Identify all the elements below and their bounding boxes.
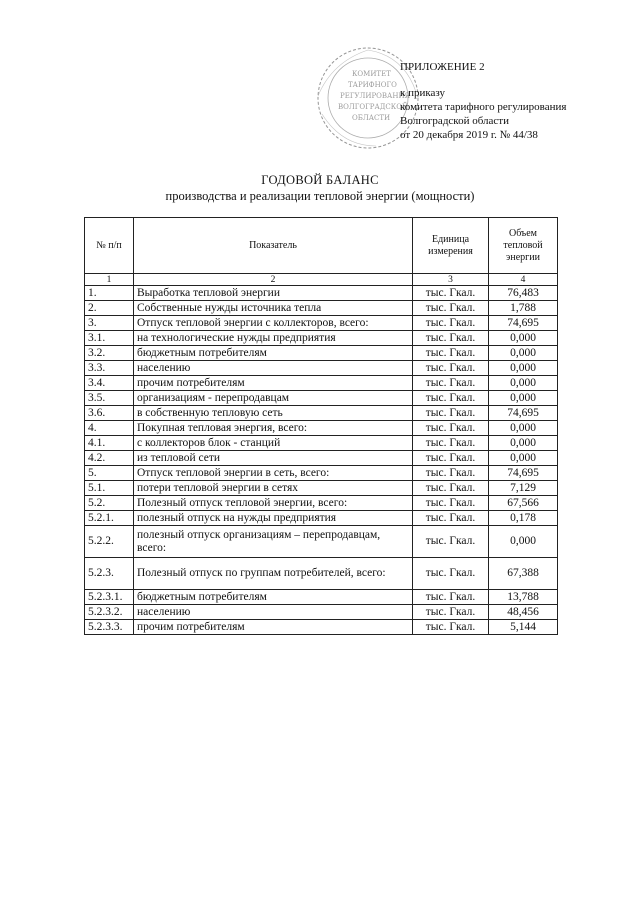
row-unit: тыс. Гкал. [413, 481, 489, 496]
row-value: 0,000 [489, 346, 558, 361]
row-unit: тыс. Гкал. [413, 451, 489, 466]
row-number: 3.3. [85, 361, 134, 376]
row-value: 5,144 [489, 620, 558, 635]
row-number: 5.2.3.2. [85, 605, 134, 620]
table-row [85, 361, 558, 376]
row-unit: тыс. Гкал. [413, 376, 489, 391]
row-unit: тыс. Гкал. [413, 511, 489, 526]
row-number: 4. [85, 421, 134, 436]
row-unit: тыс. Гкал. [413, 421, 489, 436]
row-unit: тыс. Гкал. [413, 496, 489, 511]
table-row [85, 620, 558, 635]
row-value: 0,000 [489, 526, 558, 558]
row-value: 1,788 [489, 301, 558, 316]
row-unit: тыс. Гкал. [413, 466, 489, 481]
table-row [85, 605, 558, 620]
table-row [85, 558, 558, 590]
table-row [85, 376, 558, 391]
row-unit: тыс. Гкал. [413, 436, 489, 451]
row-number: 3.4. [85, 376, 134, 391]
row-number: 2. [85, 301, 134, 316]
date-line: от 20 декабря 2019 г. № 44/38 [400, 129, 538, 141]
row-indicator: Покупная тепловая энергия, всего: [134, 421, 413, 436]
table-row [85, 286, 558, 301]
row-value: 0,000 [489, 391, 558, 406]
row-unit: тыс. Гкал. [413, 558, 489, 590]
row-unit: тыс. Гкал. [413, 316, 489, 331]
table-row [85, 301, 558, 316]
title-sub: производства и реализации тепловой энергии (мощности) [165, 189, 475, 203]
row-indicator: на технологические нужды предприятия [134, 331, 413, 346]
header-num: № п/п [85, 218, 134, 274]
table-row [85, 511, 558, 526]
row-value: 0,000 [489, 451, 558, 466]
table-row [85, 436, 558, 451]
row-unit: тыс. Гкал. [413, 331, 489, 346]
header-volume: Объем тепловой энергии [489, 218, 558, 274]
svg-text:РЕГУЛИРОВАНИЯ: РЕГУЛИРОВАНИЯ [340, 92, 411, 100]
row-number: 3.6. [85, 406, 134, 421]
table-row [85, 526, 558, 558]
row-unit: тыс. Гкал. [413, 620, 489, 635]
row-indicator: бюджетным потребителям [134, 590, 413, 605]
row-value: 48,456 [489, 605, 558, 620]
row-unit: тыс. Гкал. [413, 361, 489, 376]
table-row [85, 316, 558, 331]
row-value: 74,695 [489, 316, 558, 331]
svg-text:ТАРИФНОГО: ТАРИФНОГО [348, 81, 397, 89]
row-value: 0,000 [489, 376, 558, 391]
row-indicator: из тепловой сети [134, 451, 413, 466]
row-number: 5.2.1. [85, 511, 134, 526]
row-value: 0,000 [489, 436, 558, 451]
svg-text:ОБЛАСТИ: ОБЛАСТИ [352, 114, 391, 122]
row-number: 3.5. [85, 391, 134, 406]
row-number: 4.1. [85, 436, 134, 451]
row-indicator: населению [134, 605, 413, 620]
row-value: 0,000 [489, 331, 558, 346]
row-value: 13,788 [489, 590, 558, 605]
row-number: 1. [85, 286, 134, 301]
row-number: 5.1. [85, 481, 134, 496]
row-unit: тыс. Гкал. [413, 605, 489, 620]
row-number: 5.2.3.3. [85, 620, 134, 635]
order-line: к приказу [400, 87, 446, 99]
header-indicator: Показатель [134, 218, 413, 274]
row-number: 5.2. [85, 496, 134, 511]
table-row [85, 346, 558, 361]
row-number: 4.2. [85, 451, 134, 466]
row-indicator: полезный отпуск на нужды предприятия [134, 511, 413, 526]
row-indicator: Выработка тепловой энергии [134, 286, 413, 301]
table-row [85, 391, 558, 406]
row-unit: тыс. Гкал. [413, 590, 489, 605]
row-indicator: в собственную тепловую сеть [134, 406, 413, 421]
appendix-label: ПРИЛОЖЕНИЕ 2 [400, 61, 485, 73]
table-row [85, 421, 558, 436]
row-unit: тыс. Гкал. [413, 391, 489, 406]
row-indicator: организациям - перепродавцам [134, 391, 413, 406]
row-indicator: прочим потребителям [134, 620, 413, 635]
row-value: 67,388 [489, 558, 558, 590]
column-number: 4 [489, 274, 558, 286]
svg-text:КОМИТЕТ: КОМИТЕТ [352, 70, 391, 78]
row-number: 5.2.2. [85, 526, 134, 558]
row-value: 0,000 [489, 361, 558, 376]
row-number: 3. [85, 316, 134, 331]
row-unit: тыс. Гкал. [413, 526, 489, 558]
row-indicator: Полезный отпуск тепловой энергии, всего: [134, 496, 413, 511]
region-line: Волгоградской области [400, 115, 509, 127]
table-header-row [85, 218, 558, 274]
table-row [85, 331, 558, 346]
row-value: 67,566 [489, 496, 558, 511]
row-unit: тыс. Гкал. [413, 346, 489, 361]
row-indicator: с коллекторов блок - станций [134, 436, 413, 451]
row-indicator: Отпуск тепловой энергии в сеть, всего: [134, 466, 413, 481]
row-unit: тыс. Гкал. [413, 286, 489, 301]
svg-text:ВОЛГОГРАДСКОЙ: ВОЛГОГРАДСКОЙ [338, 103, 409, 111]
row-value: 76,483 [489, 286, 558, 301]
row-value: 7,129 [489, 481, 558, 496]
balance-table [84, 217, 558, 635]
table-row [85, 496, 558, 511]
row-unit: тыс. Гкал. [413, 406, 489, 421]
row-number: 5. [85, 466, 134, 481]
row-number: 5.2.3. [85, 558, 134, 590]
row-value: 74,695 [489, 466, 558, 481]
title-main: ГОДОВОЙ БАЛАНС [261, 173, 379, 187]
column-number: 2 [134, 274, 413, 286]
table-row [85, 466, 558, 481]
row-indicator: бюджетным потребителям [134, 346, 413, 361]
header-unit: Единица измерения [413, 218, 489, 274]
row-indicator: потери тепловой энергии в сетях [134, 481, 413, 496]
row-unit: тыс. Гкал. [413, 301, 489, 316]
column-number: 1 [85, 274, 134, 286]
table-row [85, 590, 558, 605]
row-indicator: Собственные нужды источника тепла [134, 301, 413, 316]
row-number: 5.2.3.1. [85, 590, 134, 605]
row-number: 3.2. [85, 346, 134, 361]
table-row [85, 481, 558, 496]
row-number: 3.1. [85, 331, 134, 346]
column-numbers-row [85, 274, 558, 286]
table-row [85, 451, 558, 466]
table-row [85, 406, 558, 421]
column-number: 3 [413, 274, 489, 286]
row-value: 0,000 [489, 421, 558, 436]
row-indicator: населению [134, 361, 413, 376]
row-indicator: прочим потребителям [134, 376, 413, 391]
committee-line: комитета тарифного регулирования [400, 101, 567, 113]
row-indicator: Полезный отпуск по группам потребителей, всего: [134, 558, 413, 590]
row-indicator: полезный отпуск организациям – перепродавцам, всего: [134, 526, 413, 558]
row-indicator: Отпуск тепловой энергии с коллекторов, всего: [134, 316, 413, 331]
row-value: 74,695 [489, 406, 558, 421]
row-value: 0,178 [489, 511, 558, 526]
